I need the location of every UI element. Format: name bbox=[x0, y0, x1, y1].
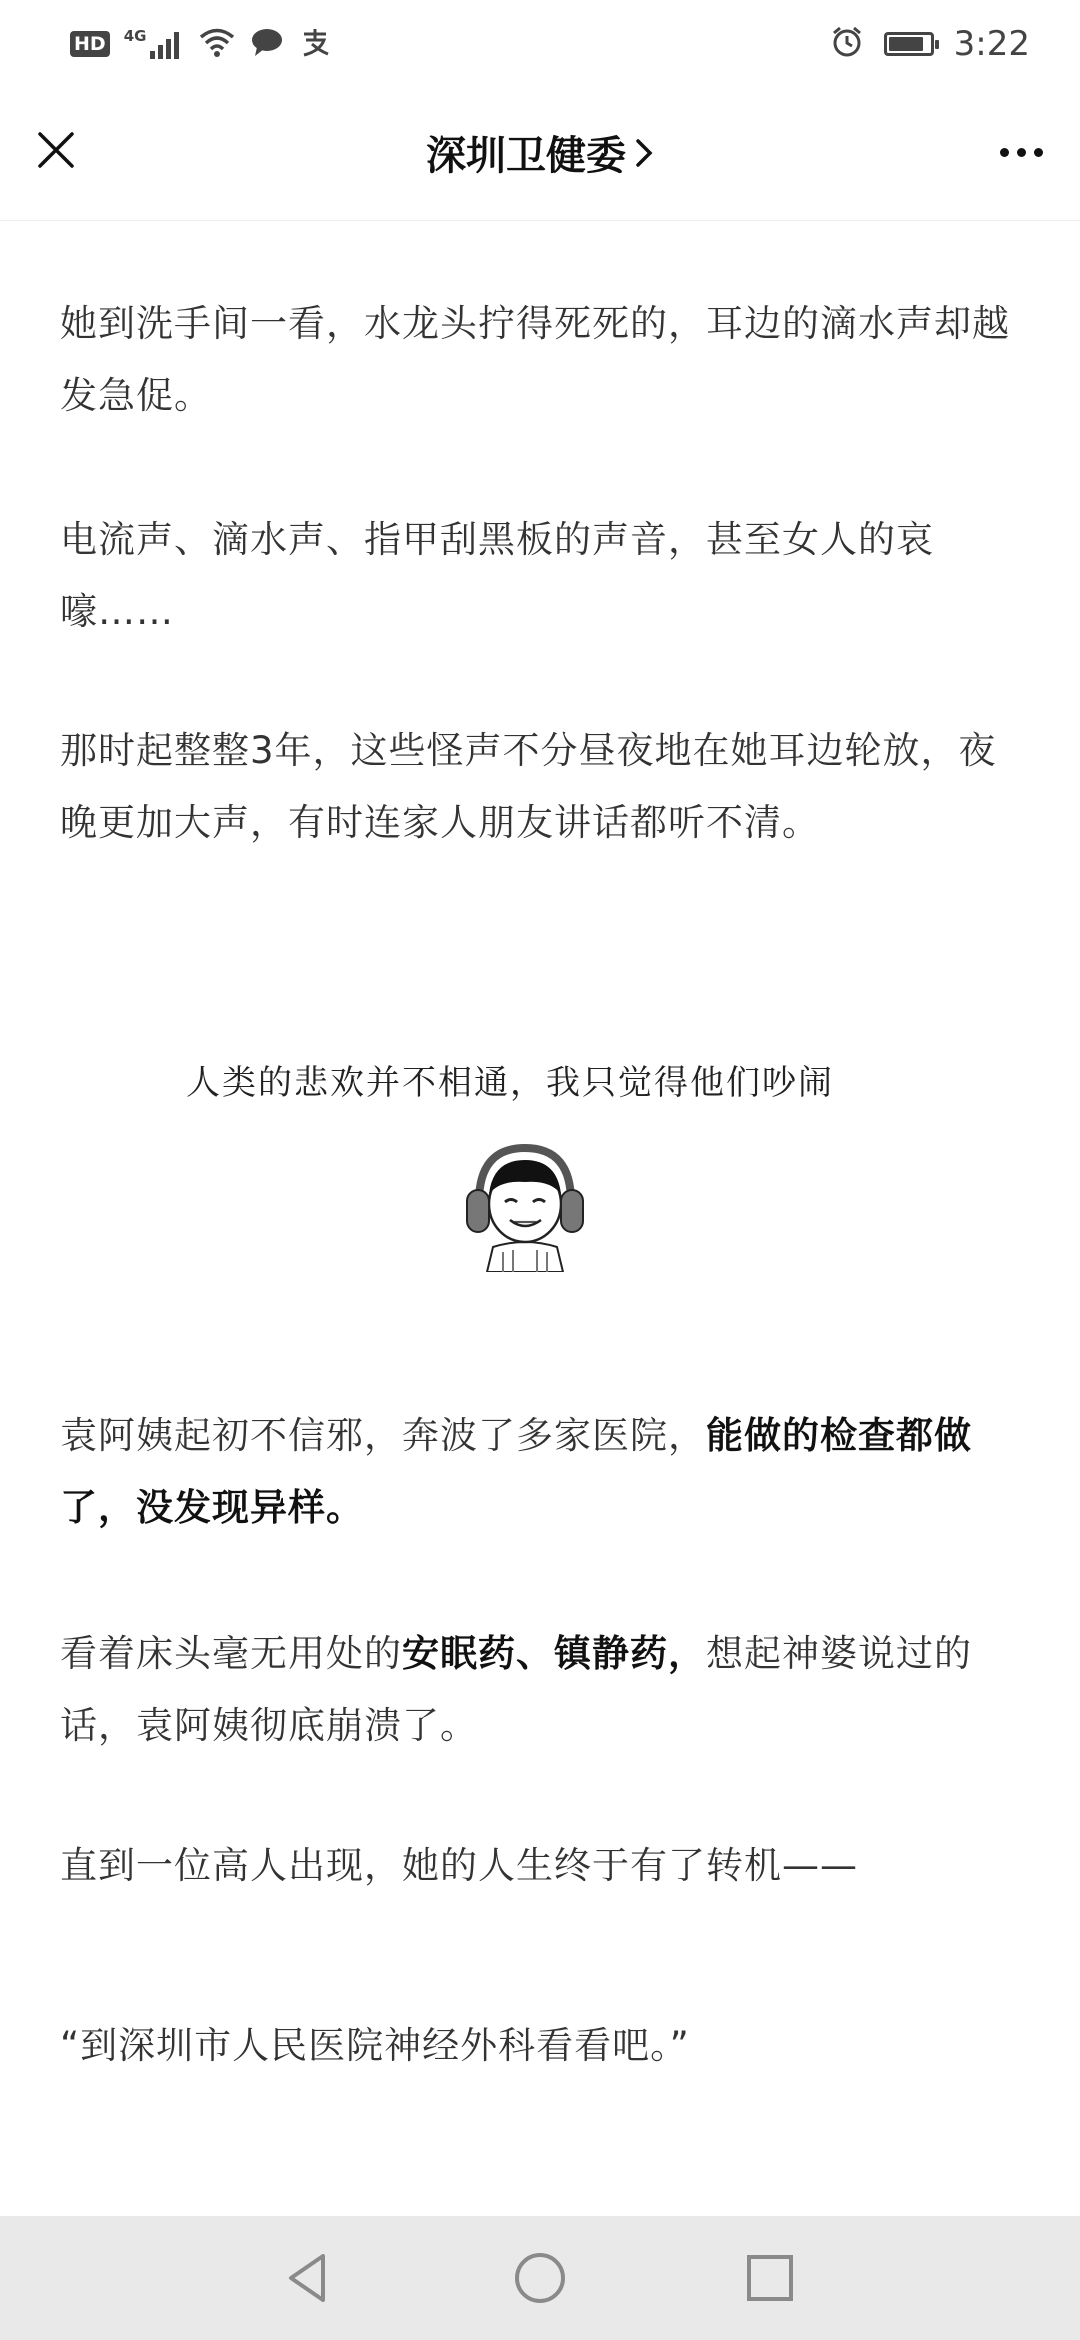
paragraph-3: 那时起整整3年，这些怪声不分昼夜地在她耳边轮放，夜晚更加大声，有时连家人朋友讲话都听不清。 bbox=[60, 729, 997, 844]
more-button[interactable] bbox=[986, 132, 1056, 172]
system-nav-bar bbox=[0, 2216, 1080, 2340]
status-time: 3:22 bbox=[953, 24, 1030, 64]
home-circle-icon bbox=[512, 2250, 568, 2306]
paragraph-6: 直到一位高人出现，她的人生终于有了转机—— bbox=[60, 1844, 858, 1887]
battery-level bbox=[889, 37, 923, 51]
battery-icon bbox=[884, 32, 934, 56]
page-title: 深圳卫健委 bbox=[426, 133, 626, 179]
paragraph-1: 她到洗手间一看，水龙头拧得死死的，耳边的滴水声却越发急促。 bbox=[60, 302, 1010, 417]
status-left-group bbox=[70, 24, 332, 64]
paragraph-5-text-a: 看着床头毫无用处的 bbox=[60, 1632, 402, 1675]
chevron-right-icon bbox=[634, 133, 654, 179]
back-triangle-icon bbox=[283, 2251, 333, 2305]
title-bar bbox=[0, 90, 1080, 221]
account-title[interactable] bbox=[0, 124, 1080, 181]
meme-caption: 人类的悲欢并不相通，我只觉得他们吵闹 bbox=[186, 1063, 834, 1103]
paragraph-5 bbox=[60, 1618, 1020, 1762]
wifi-icon bbox=[198, 27, 236, 61]
headphone-face-icon bbox=[455, 1142, 595, 1272]
recent-square-icon bbox=[744, 2252, 796, 2304]
paragraph-7: “到深圳市人民医院神经外科看看吧。” bbox=[60, 2024, 690, 2067]
alipay-icon bbox=[298, 27, 332, 61]
message-bubble-icon bbox=[250, 27, 284, 61]
signal-icon bbox=[124, 29, 185, 59]
paragraph-4-bold: 能做的检查都做了，没发现异样。 bbox=[60, 1414, 972, 1529]
more-icon-dot bbox=[1017, 148, 1026, 157]
status-right-group bbox=[830, 24, 1030, 64]
network-label: 4G bbox=[123, 27, 147, 45]
paragraph-4 bbox=[60, 1400, 1020, 1544]
hd-badge: HD bbox=[70, 31, 110, 57]
alarm-icon bbox=[830, 25, 864, 63]
recent-apps-button[interactable] bbox=[738, 2246, 802, 2310]
paragraph-5-bold: 安眠药、镇静药， bbox=[402, 1632, 706, 1675]
paragraph-5-text-b: 想起神婆说过的话，袁阿姨彻底崩溃了。 bbox=[60, 1632, 972, 1747]
more-icon bbox=[1000, 148, 1009, 157]
more-icon-dot bbox=[1034, 148, 1043, 157]
paragraph-4-text: 袁阿姨起初不信邪，奔波了多家医院， bbox=[60, 1414, 706, 1457]
home-button[interactable] bbox=[508, 2246, 572, 2310]
meme-image[interactable] bbox=[150, 1040, 870, 1280]
status-bar bbox=[0, 0, 1080, 90]
back-button[interactable] bbox=[276, 2246, 340, 2310]
paragraph-2: 电流声、滴水声、指甲刮黑板的声音，甚至女人的哀嚎…… bbox=[60, 518, 934, 633]
